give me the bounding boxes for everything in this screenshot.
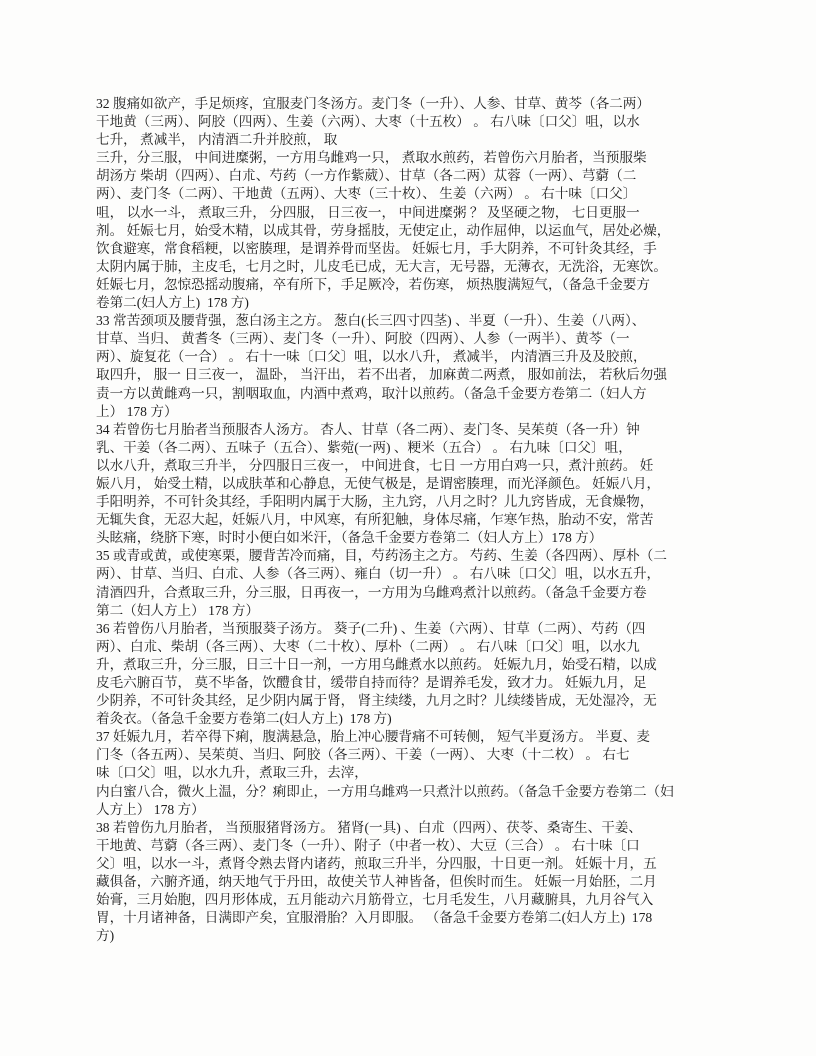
text-line: 着灸衣。（备急千金要方卷第二(妇人方上) 178 方) (96, 711, 392, 727)
text-line: 少阴养，不可针灸其经，足少阴内属于肾， 肾主续缕，九月之时？儿续缕皆成，无处湿冷，无 (96, 693, 657, 709)
text-line: 太阴内属于肺，主皮毛，七月之时，儿皮毛已成，无大言，无号器，无薄衣，无洗浴，无寒饮。 (96, 258, 667, 274)
text-line: 父〕咀，以水一斗，煮肾令熟去肾内诸药，煎取三升半，分四服，十日更一剂。 妊娠十月，五 (96, 855, 657, 871)
text-line: 卷第二(妇人方上) 178 方) (96, 295, 249, 311)
text-line: 干地黄、芎藭（各三两）、麦门冬（一升）、附子（中者一枚）、大豆（三合） 。 右十味〔口 (96, 837, 640, 853)
text-line: 内白蜜八合，微火上温，分？痢即止，一方用乌雌鸡一只煮汁以煎药。（备急千金要方卷第二（妇 (96, 783, 674, 799)
text-line: 上） 178 方） (96, 403, 178, 419)
text-line: 34 若曾伤七月胎者当预服杏人汤方。 杏人、甘草（各二两）、麦门冬、吴茱萸（各一升）钟 (96, 421, 640, 437)
text-line: 剂。 妊娠七月，始受木精，以成其骨，劳身摇肢，无使定止，动作屈伸，以运血气，居处必燥， (96, 222, 671, 238)
text-line: 第二（妇人方上） 178 方） (96, 602, 260, 618)
text-line: 手阳明养，不可针灸其经，手阳明内属于大肠，主九窍，八月之时？儿九窍皆成，无食燥物， (96, 494, 654, 510)
text-line: 娠八月， 始受土精，以成肤革和心静息，无使气极是，是谓密腠理，而光泽颜色。 妊娠八月， (96, 475, 661, 491)
text-line: 七升， 煮减半， 内清酒二升并胶煎， 取 (96, 132, 338, 148)
text-line: 35 或青或黄，或使寒栗，腰背苦冷而痛，目，芍药汤主之方。 芍药、生姜（各四两）、厚朴（二 (96, 548, 667, 564)
text-line: 36 若曾伤八月胎者，当预服葵子汤方。 葵子(二升) 、生姜（六两）、甘草（二两）、芍药（四 (96, 620, 646, 636)
text-line: 两）、白朮、柴胡（各三两）、大枣（二十枚）、厚朴（二两） 。 右八味〔口父〕咀，以水九 (96, 638, 640, 654)
text-line: 两）、甘草、当归、白朮、人参（各三两）、雍白（切一升） 。 右八味〔口父〕咀，以水五升， (96, 566, 661, 582)
text-line: 升，煮取三升，分三服，日三十日一剂，一方用乌雌煮水以煎药。 妊娠九月，始受石精，以成 (96, 656, 657, 672)
text-line: 藏俱备，六腑齐通，纳天地气于丹田，故使关节人神皆备，但俟时而生。 妊娠一月始胚，二月 (96, 874, 657, 890)
text-line: 妊娠七月，忽惊恐摇动腹痛，卒有所下，手足厥冷，若伤寒， 烦热腹满短气，（备急千金要方 (96, 276, 650, 292)
text-line: 38 若曾伤九月胎者， 当预服猪肾汤方。 猪肾(一具) 、白朮（四两）、茯苓、桑寄生、干姜、 (96, 819, 643, 835)
text-line: 清酒四升，合煮取三升，分三服，日再夜一，一方用为乌雌鸡煮汁以煎药。（备急千金要方卷 (96, 584, 647, 600)
text-line: 取四升， 服一 日三夜一， 温卧， 当汗出， 若不出者， 加麻黄二两煮， 服如前法， 若秋后勿强 (96, 367, 667, 383)
text-line: 责一方以黄雌鸡一只，割咽取血，内酒中煮鸡，取汁以煎药。（备急千金要方卷第二（妇人方 (96, 385, 647, 401)
text-line: 以水八升，煮取三升半， 分四服日三夜一， 中间进食，七日 一方用白鸡一只，煮汁煎药。 妊 (96, 457, 654, 473)
text-line: 味〔口父〕咀，以水九升，煮取三升，去滓， (96, 765, 368, 781)
text-line: 37 妊娠九月，若卒得下痢，腹满悬急，胎上冲心腰背痛不可转侧， 短气半夏汤方。 半夏、麦 (96, 729, 650, 745)
text-line: 甘草、当归、 黄耆冬（三两）、麦门冬（一升）、阿胶（四两）、人参（一两半）、黄芩（一 (96, 331, 630, 347)
text-line: 人方上） 178 方） (96, 801, 205, 817)
text-line: 门冬（各五两）、吴茱萸、当归、阿胶（各三两）、干姜（一两）、 大枣（十二枚） 。 右七 (96, 747, 630, 763)
text-line: 胃，十月诸神备，日满即产矣，宜服滑胎？入月即服。 （备急千金要方卷第二(妇人方上) 178 (96, 910, 653, 926)
text-line: 两）、麦门冬（二两）、干地黄（五两）、大枣（三十枚）、 生姜（六两） 。 右十味〔口父〕 (96, 186, 637, 202)
text-line: 咀， 以水一斗， 煮取三升， 分四服， 日三夜一， 中间进糜粥 ？ 及坚硬之物， 七日更服一 (96, 204, 640, 220)
text-line: 始膏，三月始胞，四月形体成，五月能动六月筋骨立，七月毛发生，八月藏腑具，九月谷气入 (96, 892, 654, 908)
text-line: 胡汤方 柴胡（四两）、白朮、芍药（一方作紫葳）、甘草（各二两）苁蓉（一两）、芎藭（二 (96, 168, 637, 184)
text-line: 32 腹痛如欲产，手足烦疼，宜服麦门冬汤方。麦门冬（一升）、人参、甘草、黄芩（各二两） (96, 96, 650, 111)
text-content (96, 95, 738, 945)
text-line: 皮毛六腑百节， 莫不毕备，饮醴食甘，缓带自持而待？是谓养毛发，致才力。 妊娠九月，足 (96, 675, 647, 690)
text-line: 方) (96, 928, 115, 944)
text-line: 无辄失食，无忍大起，妊娠八月，中风寒，有所犯触，身体尽痛，乍寒乍热，胎动不安，常苦 (96, 512, 654, 528)
text-line: 两）、旋复花（一合） 。 右十一味〔口父〕咀，以水八升， 煮减半， 内清酒三升及及胶煎， (96, 349, 647, 365)
text-line: 三升，分三服， 中间进糜粥，一方用乌雌鸡一只， 煮取水煎药，若曾伤六月胎者，当预服柴 (96, 150, 647, 166)
text-line: 头眩痛，绕脐下寒，时时小便白如米汗，（备急千金要方卷第二（妇人方上）178 方） (96, 530, 603, 546)
text-line: 33 常苦颈项及腰背强，葱白汤主之方。 葱白(长三四寸四茎) 、半夏（一升）、生姜（八两）、 (96, 313, 646, 329)
text-line: 乳、干姜（各二两）、五味子（五合）、紫菀(一两) 、粳米（五合） 。 右九味〔口父〕咀， (96, 439, 632, 455)
text-line: 饮食避寒，常食稻粳，以密腠理，是谓养骨而坚齿。 妊娠七月，手大阴养，不可针灸其经，手 (96, 240, 657, 256)
text-line: 干地黄（三两）、阿胶（四两）、生姜（六两）、大枣（十五枚） 。 右八味〔口父〕咀，以水 (96, 114, 640, 130)
